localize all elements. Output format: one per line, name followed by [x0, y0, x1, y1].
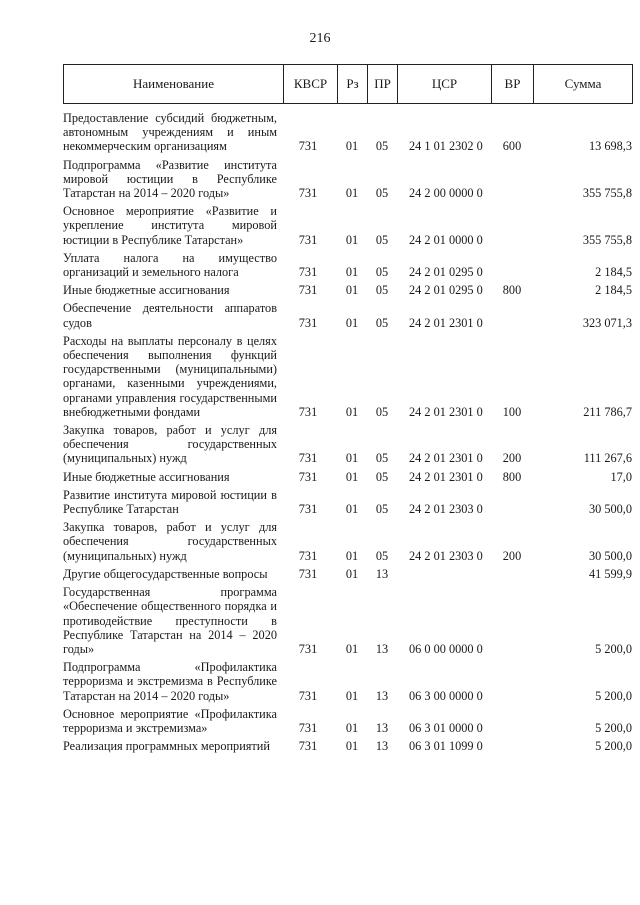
row-sum: 355 755,8 [582, 186, 632, 201]
row-pr: 05 [375, 451, 389, 466]
row-rz: 01 [345, 283, 359, 298]
row-kvsr: 731 [298, 315, 318, 330]
header-vr: ВР [492, 65, 534, 104]
table-row [63, 283, 632, 301]
row-rz: 01 [345, 265, 359, 280]
row-sum: 30 500,0 [588, 548, 632, 563]
row-pr: 05 [375, 283, 389, 298]
row-kvsr: 731 [298, 451, 318, 466]
row-csr: 24 2 01 0295 0 [409, 265, 483, 280]
table-row [63, 585, 632, 660]
row-vr [491, 204, 533, 251]
row-pr: 05 [375, 404, 389, 419]
table-row [63, 707, 632, 739]
table-row [63, 301, 632, 333]
row-pr: 05 [375, 502, 389, 517]
row-pr: 05 [375, 548, 389, 563]
row-pr: 13 [375, 720, 389, 735]
budget-table-body [63, 111, 632, 757]
row-sum: 355 755,8 [582, 232, 632, 247]
table-row [63, 520, 632, 567]
row-pr: 05 [375, 139, 389, 154]
row-sum: 17,0 [610, 469, 632, 484]
table-row [63, 660, 632, 707]
row-name: Основное мероприятие «Профилактика терроризма и экстремизма» [63, 706, 277, 735]
row-vr: 800 [502, 469, 522, 484]
row-sum: 2 184,5 [595, 283, 632, 298]
row-name: Государственная программа «Обеспечение общественного порядка и противодействие преступности в Республике Татарстан на 2014 – 2020 годы» [63, 585, 277, 656]
table-header [63, 64, 633, 104]
row-rz: 01 [345, 186, 359, 201]
header-sum: Сумма [534, 65, 633, 104]
row-kvsr: 731 [298, 139, 318, 154]
row-vr: 600 [502, 139, 522, 154]
table-row [63, 111, 632, 158]
row-name: Иные бюджетные ассигнования [63, 469, 230, 484]
row-kvsr: 731 [298, 739, 318, 754]
row-name: Предоставление субсидий бюджетным, автономным учреждениям и иным некоммерческим организациям [63, 111, 277, 154]
row-csr: 24 2 01 2301 0 [409, 315, 483, 330]
row-kvsr: 731 [298, 566, 318, 581]
row-csr: 24 1 01 2302 0 [409, 139, 483, 154]
row-name: Уплата налога на имущество организаций и земельного налога [63, 250, 277, 280]
row-csr: 24 2 01 2301 0 [409, 469, 483, 484]
row-rz: 01 [345, 566, 359, 581]
row-pr: 05 [375, 265, 389, 280]
row-name: Другие общегосударственные вопросы [63, 566, 268, 581]
row-rz: 01 [345, 641, 359, 656]
row-rz: 01 [345, 232, 359, 247]
row-kvsr: 731 [298, 688, 318, 703]
row-vr: 800 [502, 283, 522, 298]
row-csr: 24 2 01 2301 0 [409, 451, 483, 466]
row-sum: 30 500,0 [588, 502, 632, 517]
page-number: 216 [309, 31, 331, 46]
row-pr: 13 [375, 739, 389, 754]
header-pr: ПР [368, 65, 398, 104]
row-csr: 24 2 01 2303 0 [409, 502, 483, 517]
row-rz: 01 [345, 502, 359, 517]
table-row [63, 470, 632, 488]
table-row [63, 423, 632, 470]
row-vr [491, 567, 533, 585]
row-vr [491, 660, 533, 707]
row-pr: 05 [375, 232, 389, 247]
row-name: Подпрограмма «Профилактика терроризма и экстремизма в Республике Татарстан на 2014 – 2020 годы» [63, 660, 277, 703]
row-pr: 05 [375, 469, 389, 484]
row-vr: 100 [502, 404, 522, 419]
row-csr: 06 0 00 0000 0 [409, 641, 483, 656]
row-csr: 24 2 01 0295 0 [409, 283, 483, 298]
row-rz: 01 [345, 688, 359, 703]
row-sum: 41 599,9 [588, 566, 632, 581]
row-sum: 5 200,0 [595, 688, 632, 703]
header-name: Наименование [64, 65, 284, 104]
row-sum: 2 184,5 [595, 265, 632, 280]
row-rz: 01 [345, 315, 359, 330]
row-kvsr: 731 [298, 469, 318, 484]
row-vr [491, 158, 533, 205]
row-vr [491, 707, 533, 739]
row-vr: 200 [502, 548, 522, 563]
row-csr: 24 2 00 0000 0 [409, 186, 483, 201]
row-rz: 01 [345, 139, 359, 154]
row-kvsr: 731 [298, 502, 318, 517]
row-name: Обеспечение деятельности аппаратов судов [63, 301, 277, 330]
row-name: Развитие института мировой юстиции в Республике Татарстан [63, 487, 277, 517]
table-row [63, 204, 632, 251]
row-kvsr: 731 [298, 720, 318, 735]
row-rz: 01 [345, 739, 359, 754]
header-kvsr: КВСР [284, 65, 338, 104]
table-row [63, 334, 632, 423]
header-rz: Рз [338, 65, 368, 104]
row-vr [491, 301, 533, 333]
table-row [63, 739, 632, 757]
row-name: Основное мероприятие «Развитие и укрепление института мировой юстиции в Республике Татарстан» [63, 204, 277, 247]
row-pr: 13 [375, 566, 389, 581]
row-sum: 111 267,6 [583, 451, 632, 466]
row-kvsr: 731 [298, 265, 318, 280]
row-name: Закупка товаров, работ и услуг для обеспечения государственных (муниципальных) нужд [63, 423, 277, 466]
row-vr [491, 251, 533, 283]
row-name: Расходы на выплаты персоналу в целях обеспечения выполнения функций государственными (муниципальными) органами, казенными учреждениями, органами управления государственными внебюджетными фондами [63, 333, 277, 419]
row-rz: 01 [345, 469, 359, 484]
header-csr: ЦСР [398, 65, 492, 104]
row-rz: 01 [345, 451, 359, 466]
row-csr: 24 2 01 0000 0 [409, 232, 483, 247]
row-name: Закупка товаров, работ и услуг для обеспечения государственных (муниципальных) нужд [63, 520, 277, 563]
row-sum: 5 200,0 [595, 720, 632, 735]
row-name: Подпрограмма «Развитие института мировой юстиции в Республике Татарстан на 2014 – 2020 годы» [63, 157, 277, 201]
row-kvsr: 731 [298, 283, 318, 298]
row-vr [491, 739, 533, 757]
row-name: Иные бюджетные ассигнования [63, 283, 230, 298]
table-row [63, 567, 632, 585]
row-vr [491, 488, 533, 520]
row-rz: 01 [345, 404, 359, 419]
row-kvsr: 731 [298, 641, 318, 656]
row-kvsr: 731 [298, 186, 318, 201]
row-rz: 01 [345, 720, 359, 735]
row-csr: 06 3 00 0000 0 [409, 688, 483, 703]
table-row [63, 251, 632, 283]
row-csr: 06 3 01 1099 0 [409, 739, 483, 754]
table-row [63, 158, 632, 205]
row-csr: 24 2 01 2303 0 [409, 548, 483, 563]
row-kvsr: 731 [298, 404, 318, 419]
row-sum: 13 698,3 [588, 139, 632, 154]
row-csr: 24 2 01 2301 0 [409, 404, 483, 419]
row-name: Реализация программных мероприятий [63, 739, 270, 754]
row-kvsr: 731 [298, 232, 318, 247]
row-csr: 06 3 01 0000 0 [409, 720, 483, 735]
row-sum: 323 071,3 [582, 315, 632, 330]
row-pr: 05 [375, 315, 389, 330]
row-pr: 13 [375, 688, 389, 703]
row-sum: 211 786,7 [583, 404, 632, 419]
budget-table [63, 111, 632, 757]
row-kvsr: 731 [298, 548, 318, 563]
row-pr: 13 [375, 641, 389, 656]
row-sum: 5 200,0 [595, 641, 632, 656]
row-csr [397, 567, 491, 585]
table-row [63, 488, 632, 520]
row-vr [491, 585, 533, 660]
row-pr: 05 [375, 186, 389, 201]
row-rz: 01 [345, 548, 359, 563]
row-vr: 200 [502, 451, 522, 466]
row-sum: 5 200,0 [595, 739, 632, 754]
